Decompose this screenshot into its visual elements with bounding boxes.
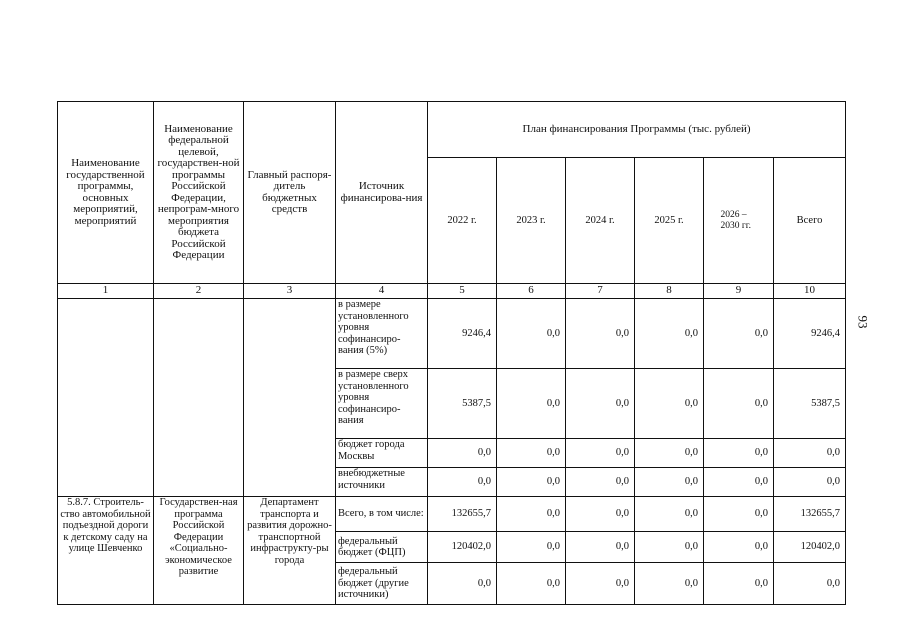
value-cell: 0,0: [635, 563, 704, 605]
value-cell: 5387,5: [428, 369, 497, 439]
federal-program-cell: Государствен-ная программа Российской Федерации «Социально-экономическое развитие: [154, 497, 244, 605]
value-cell: 0,0: [566, 299, 635, 369]
header-year-2023: 2023 г.: [497, 158, 566, 284]
value-cell: 0,0: [497, 532, 566, 563]
source-cell: внебюджетные источники: [336, 468, 428, 497]
column-number: 6: [497, 284, 566, 299]
source-cell: федеральный бюджет (ФЦП): [336, 532, 428, 563]
header-federal-program: Наименование федеральной целевой, государствен-ной программы Российской Федерации, непрограм-много мероприятия бюджета Российской Федерации: [154, 102, 244, 284]
column-number: 9: [704, 284, 774, 299]
value-cell: 0,0: [497, 497, 566, 532]
value-cell: 0,0: [566, 369, 635, 439]
column-numbers-row: [58, 284, 846, 299]
value-cell: 0,0: [497, 468, 566, 497]
source-cell: бюджет города Москвы: [336, 439, 428, 468]
value-cell: 0,0: [704, 532, 774, 563]
value-cell: 0,0: [428, 439, 497, 468]
source-cell: федеральный бюджет (другие источники): [336, 563, 428, 605]
table-row: [58, 497, 846, 532]
column-number: 7: [566, 284, 635, 299]
header-program-name: Наименование государственной программы, основных мероприятий, мероприятий: [58, 102, 154, 284]
value-cell: 5387,5: [774, 369, 846, 439]
header-financing-plan: План финансирования Программы (тыс. рублей): [428, 102, 846, 158]
value-cell: 120402,0: [774, 532, 846, 563]
budget-manager-cell: Департамент транспорта и развития дорожно-транспортной инфраструкту-ры города: [244, 497, 336, 605]
value-cell: 0,0: [635, 439, 704, 468]
value-cell: 0,0: [774, 468, 846, 497]
value-cell: 0,0: [704, 497, 774, 532]
column-number: 3: [244, 284, 336, 299]
value-cell: 0,0: [497, 369, 566, 439]
value-cell: 132655,7: [774, 497, 846, 532]
value-cell: 120402,0: [428, 532, 497, 563]
header-years-2026-2030-label: 2026 – 2030 гг.: [720, 209, 751, 231]
page-number: 93: [855, 315, 871, 329]
header-year-2025: 2025 г.: [635, 158, 704, 284]
source-cell: в размере сверх установленного уровня софинансиро-вания: [336, 369, 428, 439]
value-cell: 0,0: [704, 468, 774, 497]
financing-table: [57, 101, 846, 605]
value-cell: 0,0: [704, 439, 774, 468]
empty-cell: [58, 299, 154, 497]
value-cell: 0,0: [497, 563, 566, 605]
header-financing-source: Источник финансирова-ния: [336, 102, 428, 284]
column-number: 5: [428, 284, 497, 299]
value-cell: 0,0: [704, 369, 774, 439]
measure-name-cell: 5.8.7. Строитель-ство автомобильной подъездной дороги к детскому саду на улице Шевченко: [58, 497, 154, 605]
value-cell: 0,0: [566, 439, 635, 468]
value-cell: 0,0: [428, 563, 497, 605]
value-cell: 0,0: [428, 468, 497, 497]
source-cell: в размере установленного уровня софинансиро-вания (5%): [336, 299, 428, 369]
value-cell: 0,0: [774, 439, 846, 468]
value-cell: 0,0: [635, 468, 704, 497]
table-row: [58, 299, 846, 369]
value-cell: 0,0: [566, 468, 635, 497]
value-cell: 0,0: [774, 563, 846, 605]
value-cell: 0,0: [497, 299, 566, 369]
column-number: 1: [58, 284, 154, 299]
value-cell: 0,0: [497, 439, 566, 468]
value-cell: 0,0: [566, 497, 635, 532]
header-total: Всего: [774, 158, 846, 284]
value-cell: 9246,4: [774, 299, 846, 369]
column-number: 10: [774, 284, 846, 299]
header-year-2022: 2022 г.: [428, 158, 497, 284]
value-cell: 9246,4: [428, 299, 497, 369]
empty-cell: [244, 299, 336, 497]
value-cell: 0,0: [635, 299, 704, 369]
column-number: 8: [635, 284, 704, 299]
empty-cell: [154, 299, 244, 497]
value-cell: 0,0: [635, 369, 704, 439]
value-cell: 0,0: [566, 563, 635, 605]
header-budget-manager: Главный распоря-дитель бюджетных средств: [244, 102, 336, 284]
value-cell: 0,0: [704, 563, 774, 605]
value-cell: 0,0: [635, 497, 704, 532]
value-cell: 0,0: [635, 532, 704, 563]
value-cell: 0,0: [566, 532, 635, 563]
source-cell: Всего, в том числе:: [336, 497, 428, 532]
value-cell: 132655,7: [428, 497, 497, 532]
header-years-2026-2030: [704, 158, 774, 284]
column-number: 2: [154, 284, 244, 299]
value-cell: 0,0: [704, 299, 774, 369]
header-year-2024: 2024 г.: [566, 158, 635, 284]
column-number: 4: [336, 284, 428, 299]
